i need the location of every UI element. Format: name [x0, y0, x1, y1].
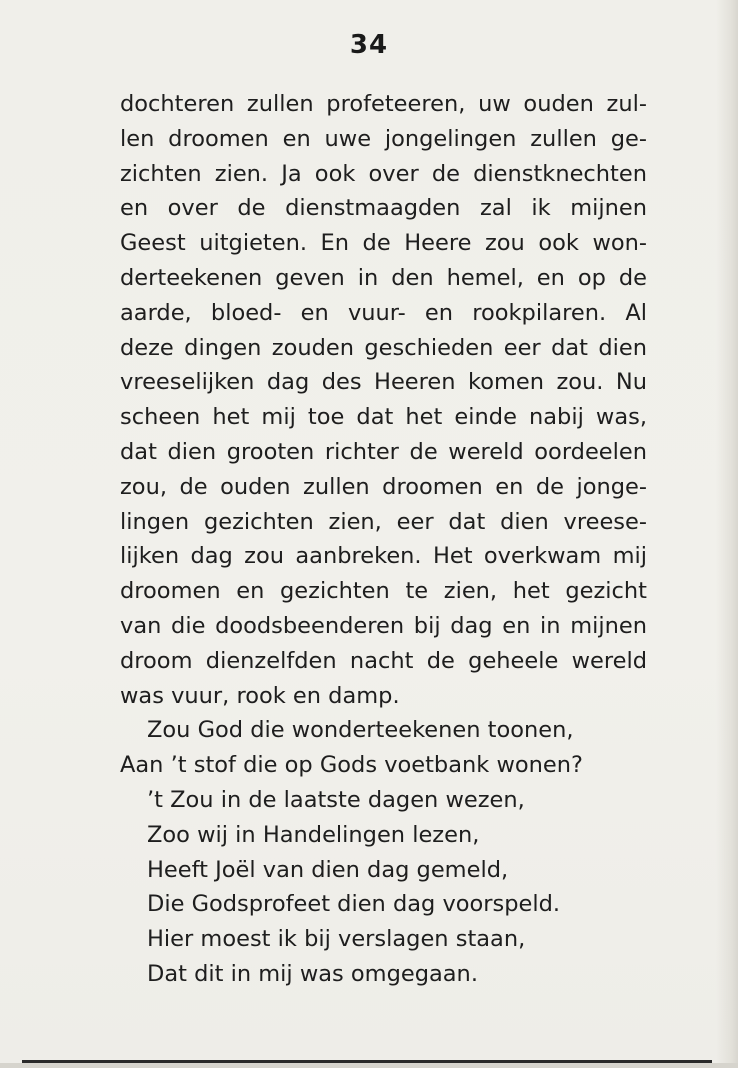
- verse-line: Dat dit in mij was omgegaan.: [147, 960, 478, 987]
- body-text: [120, 87, 647, 992]
- verse-line: Aan ’t stof die op Gods voetbank wonen?: [120, 752, 583, 779]
- page-edge-shading: [716, 0, 738, 1068]
- prose-line: vreeselijken dag des Heeren komen zou. Nu: [120, 369, 647, 396]
- prose-line: droomen en gezichten te zien, het gezicht: [120, 578, 647, 605]
- prose-line: droom dienzelfden nacht de geheele wereld: [120, 647, 647, 674]
- verse-line: Die Godsprofeet dien dag voorspeld.: [147, 891, 561, 918]
- prose-line: en over de dienstmaagden zal ik mijnen: [120, 195, 647, 222]
- prose-line: Geest uitgieten. En de Heere zou ook won-: [120, 230, 647, 257]
- verse-line: Zou God die wonderteekenen toonen,: [147, 717, 574, 744]
- prose-line: derteekenen geven in den hemel, en op de: [120, 264, 647, 291]
- prose-line: lingen gezichten zien, eer dat dien vreese-: [120, 508, 647, 535]
- prose-line: dochteren zullen profeteeren, uw ouden zul-: [120, 91, 647, 117]
- prose-line: dat dien grooten richter de wereld oordeelen: [120, 438, 647, 465]
- prose-line: lijken dag zou aanbreken. Het overkwam mij: [120, 543, 647, 570]
- page-number: 34: [349, 30, 389, 60]
- prose-line: van die doodsbeenderen bij dag en in mijnen: [120, 612, 647, 639]
- prose-line: aarde, bloed- en vuur- en rookpilaren. Al: [120, 299, 647, 326]
- verse-line: Zoo wij in Handelingen lezen,: [147, 821, 480, 848]
- prose-line: len droomen en uwe jongelingen zullen ge-: [120, 125, 647, 152]
- verse-line: ’t Zou in de laatste dagen wezen,: [147, 786, 525, 813]
- page-bottom-shadow: [0, 1063, 738, 1068]
- verse-line: Heeft Joël van dien dag gemeld,: [147, 856, 509, 883]
- prose-line: zou, de ouden zullen droomen en de jonge-: [120, 473, 647, 500]
- prose-line: was vuur, rook en damp.: [120, 682, 400, 709]
- prose-line: zichten zien. Ja ook over de dienstknechten: [120, 160, 647, 187]
- prose-line: scheen het mij toe dat het einde nabij was,: [120, 404, 647, 431]
- prose-line: deze dingen zouden geschieden eer dat dien: [120, 334, 647, 361]
- verse-line: Hier moest ik bij verslagen staan,: [147, 926, 526, 953]
